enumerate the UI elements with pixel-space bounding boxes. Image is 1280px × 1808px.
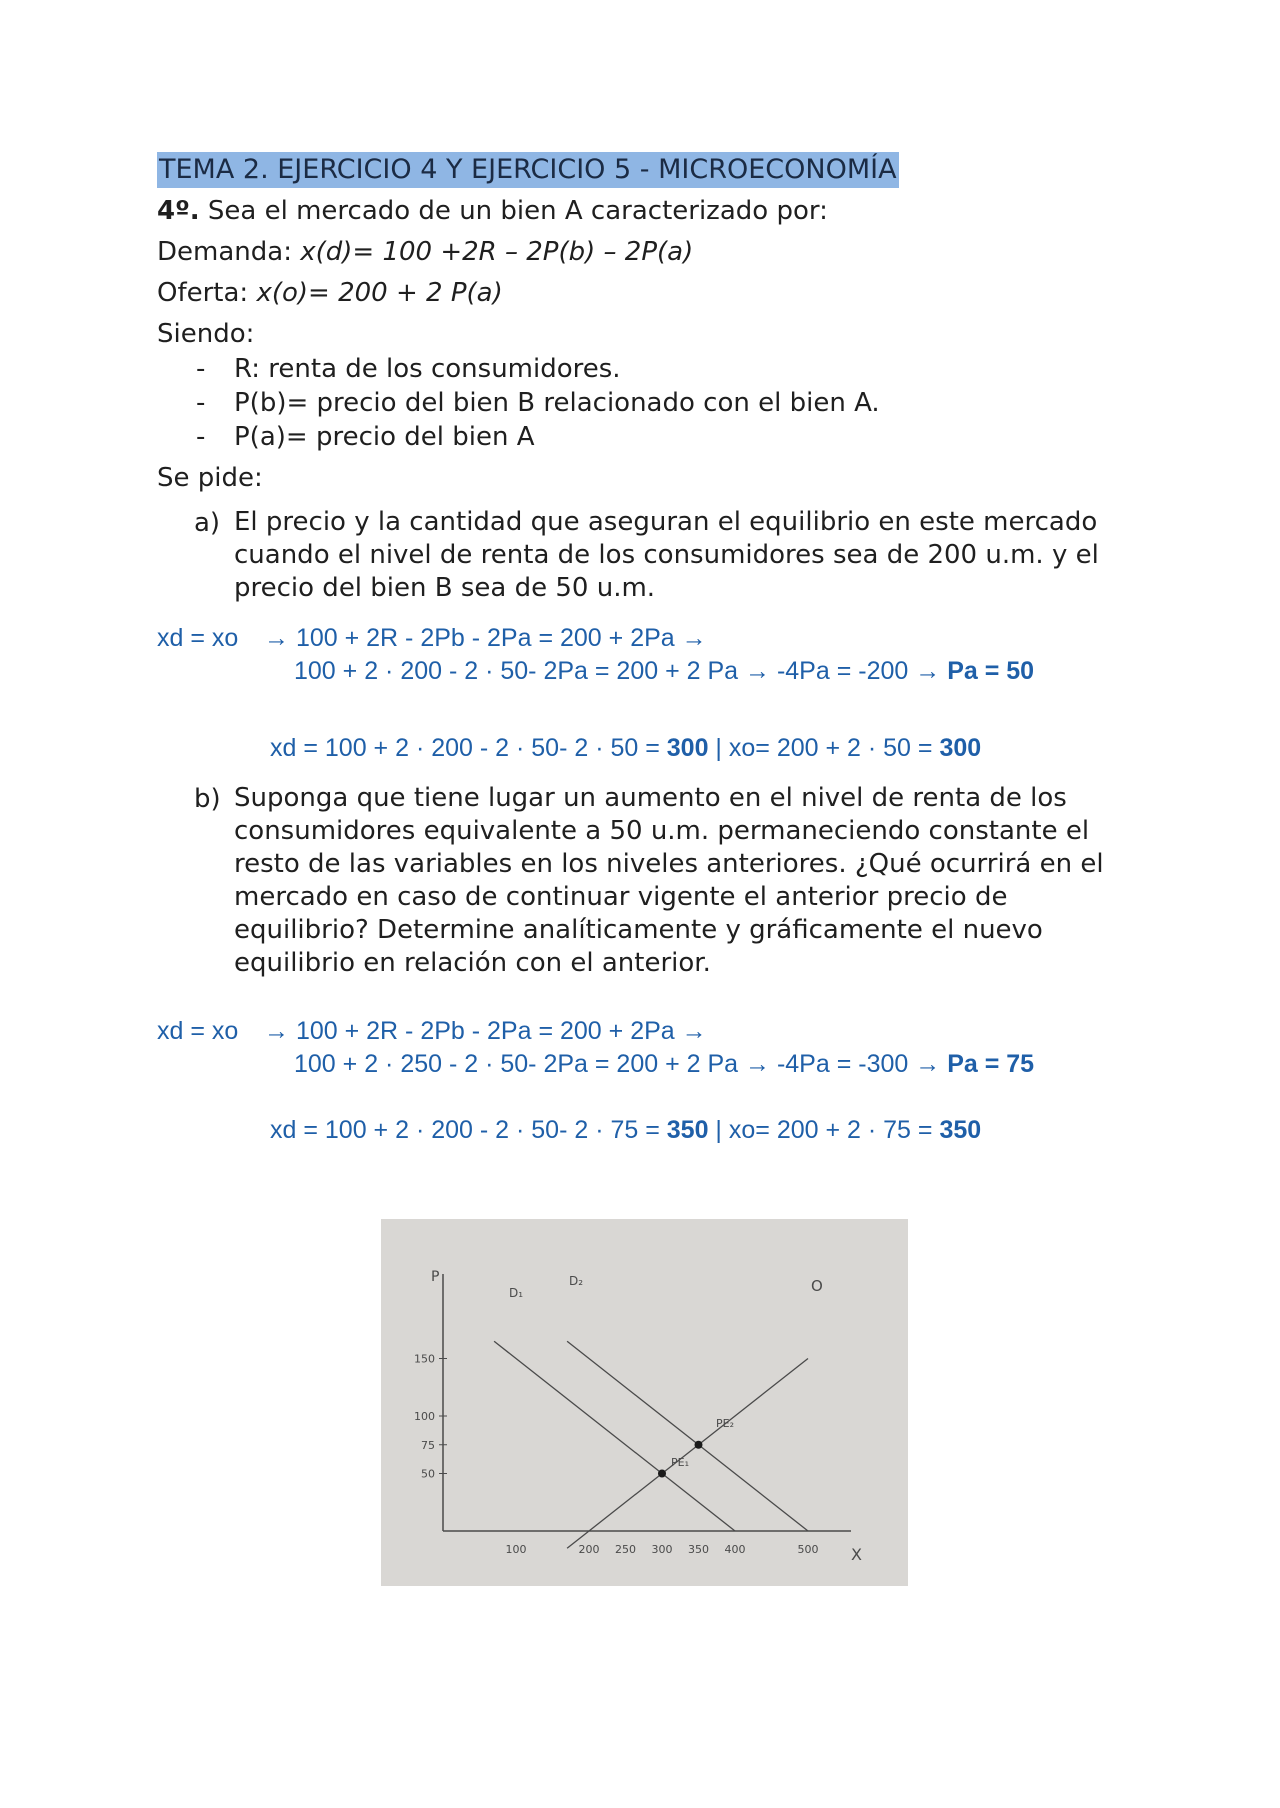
supply-label: Oferta: [157,278,257,308]
part-b-line: equilibrio en relación con el anterior. [234,948,711,978]
part-a-calc-line2-text: 100 + 2 · 200 - 2 · 50- 2Pa = 200 + 2 Pa → -4Pa = -200 → [294,657,948,685]
definition-item: P(a)= precio del bien A [234,422,535,452]
curve-label-supply: O [811,1277,823,1295]
point-label-pe1: PE₁ [671,1456,689,1469]
equilibrium-point-pe2 [695,1441,703,1449]
part-b-line: Suponga que tiene lugar un aumento en el nivel de renta de los [234,783,1067,813]
part-b-result: Pa = 75 [947,1050,1035,1078]
part-a-calc-line2 [294,655,1034,687]
part-a-line: precio del bien B sea de 50 u.m. [234,573,656,603]
x-axis-label: X [851,1545,862,1564]
part-a-calc-lhs: xd = xo [157,624,239,652]
part-b-calc-line2 [294,1048,1034,1080]
x-tick-label: 400 [724,1543,746,1556]
part-a-line: cuando el nivel de renta de los consumidores sea de 200 u.m. y el [234,540,1099,570]
part-b-xo-expr: | xo= 200 + 2 · 75 = [708,1116,940,1144]
point-label-pe2: PE₂ [716,1417,734,1430]
part-a-line: El precio y la cantidad que aseguran el equilibrio en este mercado [234,507,1098,537]
y-tick-label: 150 [414,1352,435,1366]
part-b-line: equilibrio? Determine analíticamente y gráficamente el nuevo [234,915,1043,945]
supply-demand-chart [381,1219,908,1586]
exercise-intro-text: Sea el mercado de un bien A caracterizado por: [199,196,828,226]
x-tick-label: 350 [688,1543,709,1556]
supply-line [157,276,503,310]
y-tick-label: 100 [414,1410,435,1423]
part-b-line: mercado en caso de continuar vigente el anterior precio de [234,882,1008,912]
bullet-dash: - [196,422,206,452]
bullet-dash: - [196,354,206,384]
curve-label-d1: D₁ [509,1286,524,1300]
part-b-xo-value: 350 [939,1116,982,1144]
bullet-dash: - [196,388,206,418]
part-b-line: consumidores equivalente a 50 u.m. permaneciendo constante el [234,816,1090,846]
demand-line [157,235,693,269]
part-a-xo-expr: | xo= 200 + 2 · 50 = [708,734,940,762]
y-tick-label: 50 [421,1467,435,1481]
part-a-calc-rhs: → 100 + 2R - 2Pb - 2Pa = 200 + 2Pa → [264,624,707,652]
x-tick-label: 100 [505,1543,527,1556]
definition-item: P(b)= precio del bien B relacionado con el bien A. [234,388,880,418]
demand-label: Demanda: [157,237,301,267]
exercise-number: 4º. [157,196,200,226]
part-b-xd-value: 350 [666,1116,709,1144]
x-tick-label: 300 [651,1543,673,1556]
equilibrium-point-pe1 [658,1470,666,1478]
part-b-calc-lhs: xd = xo [157,1017,239,1045]
y-tick-label: 75 [421,1438,435,1452]
x-tick-label: 500 [797,1543,819,1556]
part-b-calc-line3 [270,1114,981,1146]
curve-label-d2: D₂ [569,1274,584,1288]
part-b-line: resto de las variables en los niveles anteriores. ¿Qué ocurrirá en el [234,849,1104,879]
part-b-xd-expr: xd = 100 + 2 · 200 - 2 · 50- 2 · 75 = [270,1116,667,1144]
demand-equation: x(d)= 100 +2R – 2P(b) – 2P(a) [300,237,694,267]
x-tick-label: 200 [578,1543,600,1556]
part-a-xd-value: 300 [666,734,709,762]
part-b-marker: b) [194,784,221,814]
part-a-xd-expr: xd = 100 + 2 · 200 - 2 · 50- 2 · 50 = [270,734,667,762]
part-b-calc-rhs: → 100 + 2R - 2Pb - 2Pa = 200 + 2Pa → [264,1017,707,1045]
part-a-marker: a) [194,508,221,538]
supply-equation: x(o)= 200 + 2 P(a) [256,278,503,308]
part-a-xo-value: 300 [939,734,982,762]
page-title: TEMA 2. EJERCICIO 4 Y EJERCICIO 5 - MICROECONOMÍA [157,152,899,188]
siendo-label: Siendo: [157,319,255,349]
graph-photo [381,1219,908,1586]
x-tick-label: 250 [615,1543,636,1556]
definition-item: R: renta de los consumidores. [234,354,621,384]
exercise-intro [157,194,828,228]
se-pide-label: Se pide: [157,463,263,493]
y-axis-label: P [431,1269,440,1285]
part-b-calc-line2-text: 100 + 2 · 250 - 2 · 50- 2Pa = 200 + 2 Pa → -4Pa = -300 → [294,1050,948,1078]
part-a-result: Pa = 50 [947,657,1035,685]
part-a-calc-line3 [270,732,981,764]
